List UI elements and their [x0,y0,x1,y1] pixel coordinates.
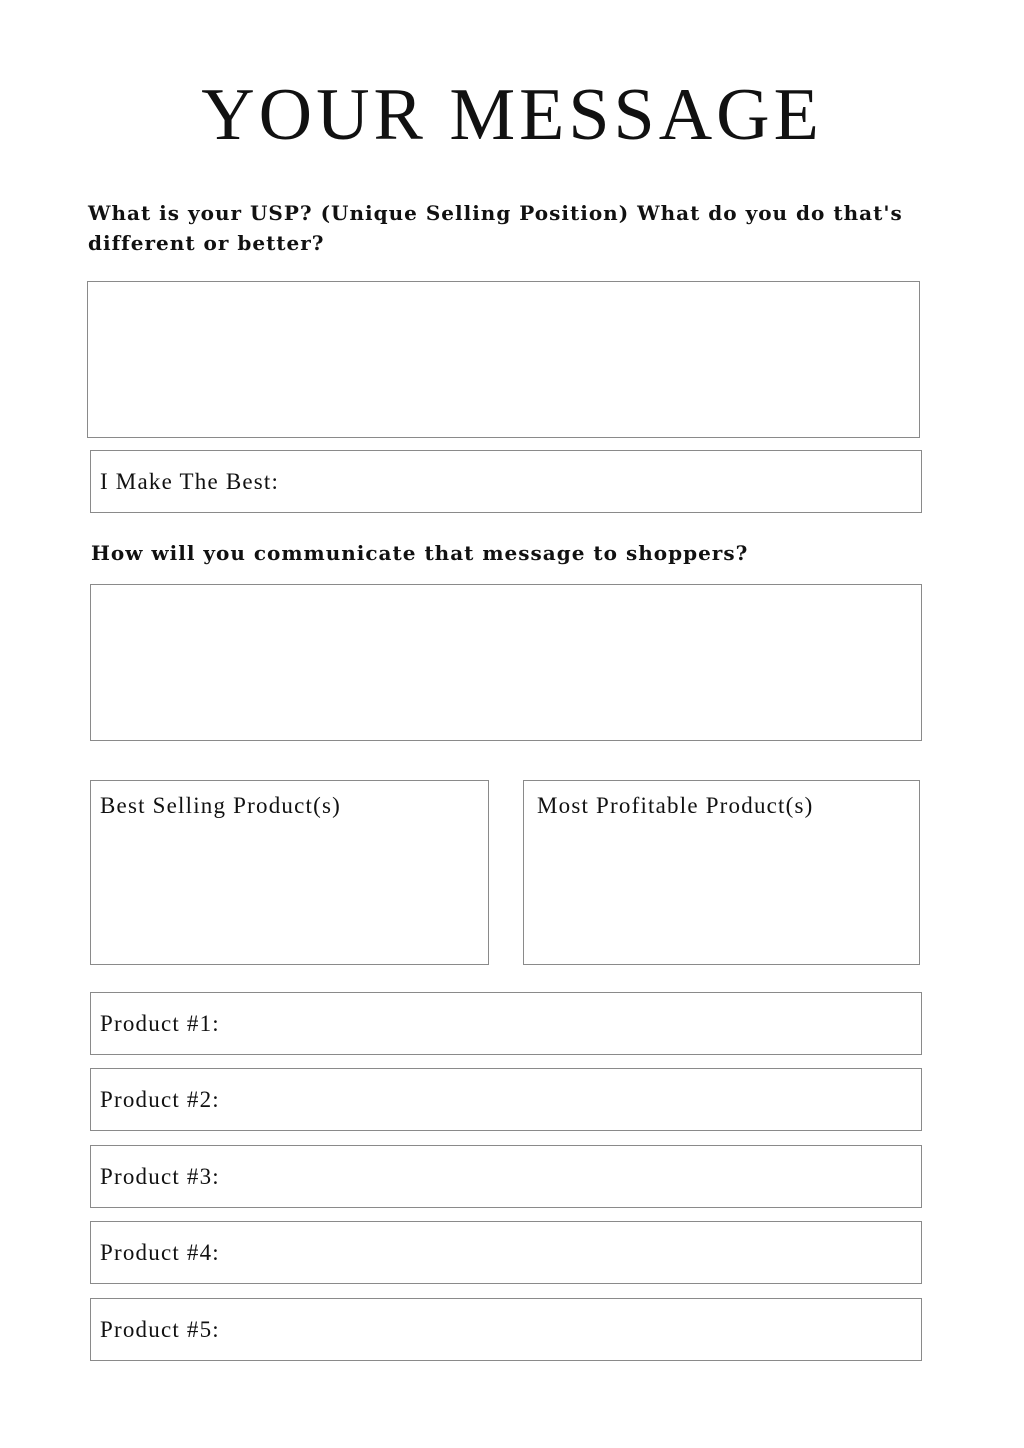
product-5-label: Product #5: [100,1317,220,1342]
product-1-field[interactable] [90,992,922,1055]
product-5-field[interactable] [90,1298,922,1361]
product-2-field[interactable] [90,1068,922,1131]
usp-answer-box[interactable] [87,281,920,438]
best-selling-products-label: Best Selling Product(s) [100,793,341,818]
product-4-label: Product #4: [100,1240,220,1265]
communicate-question: How will you communicate that message to shoppers? [91,541,749,565]
best-selling-products-box[interactable] [90,780,489,965]
product-1-label: Product #1: [100,1011,220,1036]
i-make-the-best-field[interactable] [90,450,922,513]
product-3-label: Product #3: [100,1164,220,1189]
product-4-field[interactable] [90,1221,922,1284]
communicate-answer-box[interactable] [90,584,922,741]
usp-question: What is your USP? (Unique Selling Position) What do you do that's different or better? [88,201,903,255]
product-2-label: Product #2: [100,1087,220,1112]
page-title: YOUR MESSAGE [201,74,823,156]
product-3-field[interactable] [90,1145,922,1208]
i-make-the-best-label: I Make The Best: [100,469,280,494]
most-profitable-products-label: Most Profitable Product(s) [537,793,814,818]
most-profitable-products-box[interactable] [523,780,920,965]
